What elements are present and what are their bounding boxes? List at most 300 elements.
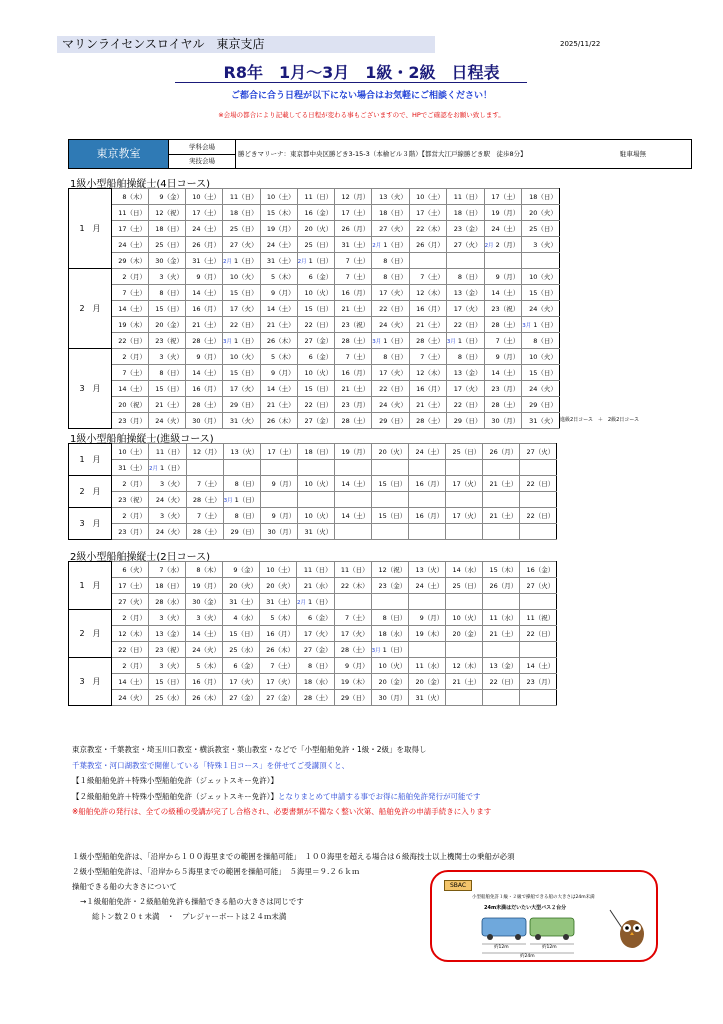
date-cell: 24（火）	[372, 397, 410, 413]
date-cell: 11（水）	[483, 610, 520, 626]
date-cell: 9（月）	[484, 269, 522, 285]
date-cell: 16（金）	[297, 205, 335, 221]
date-cell: 18（日）	[446, 205, 484, 221]
date-cell: 7（土）	[335, 253, 372, 269]
date-cell: 22（日）	[520, 476, 557, 492]
date-text: 1（日）	[382, 646, 407, 654]
date-cell: 15（木）	[260, 205, 297, 221]
date-cell: 17（火）	[334, 626, 371, 642]
date-cell: 19（月）	[484, 205, 522, 221]
table-row	[69, 674, 557, 690]
date-cell: 12（祝）	[371, 562, 409, 578]
table-row	[69, 658, 557, 674]
date-cell: 14（土）	[186, 365, 223, 381]
date-cell: 11（日）	[446, 189, 484, 205]
date-cell: 7（土）	[335, 269, 372, 285]
date-cell: 29（日）	[372, 413, 410, 429]
date-cell	[372, 237, 410, 253]
date-cell: 31（土）	[186, 253, 223, 269]
date-cell: 8（日）	[223, 476, 261, 492]
date-cell: 21（土）	[186, 317, 223, 333]
date-cell: 8（日）	[446, 269, 484, 285]
date-cell	[483, 594, 520, 610]
date-cell: 4（水）	[223, 610, 260, 626]
date-cell: 18（日）	[149, 221, 186, 237]
table-row	[69, 594, 557, 610]
table-row	[69, 301, 560, 317]
date-cell: 23（月）	[112, 524, 149, 540]
date-cell: 23（月）	[484, 381, 522, 397]
date-cell: 17（火）	[372, 365, 410, 381]
date-cell: 10（土）	[260, 562, 297, 578]
date-cell: 17（土）	[186, 205, 223, 221]
date-cell: 17（火）	[223, 674, 260, 690]
date-cell: 20（火）	[372, 444, 409, 460]
date-cell	[261, 492, 298, 508]
date-cell	[372, 460, 409, 476]
month-marker: 2月	[484, 243, 494, 249]
date-cell	[372, 524, 409, 540]
date-cell: 6（金）	[297, 610, 335, 626]
table-row	[69, 642, 557, 658]
date-cell: 27（火）	[112, 594, 149, 610]
date-cell: 2（月）	[112, 508, 149, 524]
date-cell: 6（金）	[223, 658, 260, 674]
date-cell: 14（土）	[520, 658, 557, 674]
date-cell: 28（土）	[409, 413, 446, 429]
date-cell: 2（月）	[112, 476, 149, 492]
table-row	[69, 562, 557, 578]
date-cell	[335, 492, 372, 508]
date-cell: 10（火）	[371, 658, 409, 674]
date-cell: 16（月）	[260, 626, 297, 642]
date-cell: 17（火）	[223, 301, 261, 317]
date-cell	[446, 333, 484, 349]
venue-label-lecture: 学科会場	[168, 140, 235, 155]
month-marker: 2月	[223, 259, 232, 265]
date-cell: 13（火）	[372, 189, 410, 205]
date-cell: 3（火）	[149, 610, 186, 626]
section-title: 1級小型船舶操縦士(4日コース)	[70, 179, 211, 190]
date-cell	[409, 524, 446, 540]
date-cell	[298, 492, 335, 508]
date-cell: 10（土）	[186, 189, 223, 205]
date-cell: 17（火）	[446, 301, 484, 317]
date-cell: 19（月）	[335, 444, 372, 460]
date-cell: 7（土）	[112, 365, 149, 381]
date-cell: 28（土）	[409, 333, 446, 349]
month-marker: 3月	[223, 339, 232, 345]
date-cell: 18（日）	[223, 205, 261, 221]
notice: ※会場の都合により記載してる日程が変わる事もございますので、HPでご確認をお願い致します。	[218, 111, 505, 119]
date-cell: 6（金）	[297, 349, 335, 365]
date-cell: 19（木）	[112, 317, 149, 333]
date-cell: 7（土）	[260, 658, 297, 674]
date-cell: 20（火）	[260, 578, 297, 594]
table-row	[69, 397, 560, 413]
date-cell: 11（日）	[223, 189, 261, 205]
date-cell: 27（火）	[520, 578, 557, 594]
date-cell: 31（火）	[298, 524, 335, 540]
table-row	[69, 610, 557, 626]
date-cell: 29（日）	[446, 413, 484, 429]
date-text: 1（日）	[383, 337, 407, 345]
date-cell: 17（火）	[260, 674, 297, 690]
date-cell: 29（日）	[223, 397, 261, 413]
date-cell	[483, 642, 520, 658]
date-cell: 14（土）	[484, 365, 522, 381]
date-cell: 19（月）	[260, 221, 297, 237]
date-cell	[261, 460, 298, 476]
date-cell	[446, 460, 483, 476]
date-cell: 8（日）	[372, 349, 410, 365]
date-cell: 15（日）	[149, 674, 186, 690]
section-title: 1級小型船舶操縦士(進級コース)	[70, 434, 214, 445]
date-cell: 9（月）	[261, 476, 298, 492]
footer-line-3: 【１級船舶免許＋特殊小型船舶免許（ジェットスキー免許）】	[72, 776, 279, 785]
title-underline	[175, 82, 527, 83]
venue-address: 勝どきマリーナ：東京都中央区勝どき3-15-3（本檜ビル３階）【都営大江戸線勝どき駅 徒歩8分】	[235, 140, 628, 168]
month-marker: 3月	[371, 648, 381, 654]
date-cell: 25（日）	[297, 237, 335, 253]
date-cell: 20（火）	[297, 221, 335, 237]
date-cell: 14（土）	[335, 508, 372, 524]
date-cell: 23（金）	[371, 578, 409, 594]
date-cell: 20（金）	[371, 674, 409, 690]
subtitle: ご都合に合う日程が以下にない場合はお気軽にご相談ください！	[230, 91, 492, 101]
date-cell: 14（土）	[260, 381, 297, 397]
schedule-table	[68, 188, 560, 429]
date-cell: 29（日）	[522, 397, 560, 413]
course-note: 進級2日コース ＋ 2級2日コース	[560, 417, 640, 423]
date-cell: 8（日）	[223, 508, 261, 524]
date-cell: 28（土）	[186, 524, 223, 540]
date-text: 1（日）	[160, 464, 184, 472]
date-cell: 7（土）	[484, 333, 522, 349]
date-cell: 27（火）	[446, 237, 484, 253]
date-cell: 18（日）	[298, 444, 335, 460]
table-row	[69, 189, 560, 205]
date-cell: 15（日）	[522, 285, 560, 301]
date-cell: 9（月）	[484, 349, 522, 365]
date-cell: 24（土）	[409, 444, 446, 460]
date-cell: 26（木）	[186, 690, 223, 706]
date-cell	[522, 317, 560, 333]
date-cell: 8（日）	[372, 253, 410, 269]
date-cell: 19（木）	[409, 626, 446, 642]
date-cell	[297, 253, 335, 269]
date-cell: 30（月）	[186, 413, 223, 429]
venue-parking: 駐車場無	[620, 150, 646, 158]
date-cell: 22（日）	[223, 317, 261, 333]
date-cell: 10（火）	[298, 476, 335, 492]
date-cell: 20（祝）	[112, 397, 149, 413]
date-cell: 26（月）	[409, 237, 446, 253]
month-label: 2 月	[69, 476, 112, 508]
date-cell: 22（日）	[372, 301, 410, 317]
table-row	[69, 333, 560, 349]
footer-line-1: 東京教室・千葉教室・埼玉川口教室・横浜教室・葉山教室・などで「小型船舶免許・1級・2級」を取得し	[72, 745, 427, 754]
date-cell: 26（月）	[335, 221, 372, 237]
date-cell: 13（火）	[223, 444, 261, 460]
date-cell: 7（土）	[334, 610, 371, 626]
date-cell: 3（火）	[149, 658, 186, 674]
date-cell: 10（火）	[298, 508, 335, 524]
date-cell: 28（土）	[484, 317, 522, 333]
date-cell: 15（日）	[223, 626, 260, 642]
date-cell: 26（月）	[186, 237, 223, 253]
table-row	[69, 508, 557, 524]
date-cell: 12（木）	[112, 626, 149, 642]
date-cell: 30（月）	[261, 524, 298, 540]
boat-size-illustration	[430, 870, 658, 962]
date-cell: 7（水）	[149, 562, 186, 578]
date-cell: 11（日）	[297, 189, 335, 205]
brand-name: マリンライセンスロイヤル 東京支店	[57, 36, 435, 53]
date-cell: 26（木）	[260, 333, 297, 349]
date-cell: 25（水）	[223, 642, 260, 658]
date-cell: 15（日）	[522, 365, 560, 381]
date-text: 1（日）	[308, 598, 332, 606]
table-row	[69, 349, 560, 365]
date-cell: 14（土）	[112, 674, 149, 690]
date-cell	[149, 460, 187, 476]
date-cell: 25（日）	[149, 237, 186, 253]
date-cell	[446, 492, 483, 508]
date-cell: 21（土）	[446, 674, 483, 690]
date-cell: 9（月）	[186, 349, 223, 365]
date-cell: 27（火）	[223, 237, 261, 253]
date-cell: 27（金）	[297, 333, 335, 349]
section-title: 2級小型船舶操縦士(2日コース)	[70, 552, 211, 563]
date-cell: 24（土）	[112, 237, 149, 253]
table-row	[69, 492, 557, 508]
date-cell: 9（月）	[261, 508, 298, 524]
month-marker: 2月	[372, 243, 382, 249]
date-cell: 11（日）	[149, 444, 187, 460]
date-cell: 12（木）	[409, 285, 446, 301]
date-cell: 23（祝）	[149, 642, 186, 658]
date-cell: 24（土）	[186, 221, 223, 237]
date-cell: 24（火）	[149, 492, 187, 508]
table-row	[69, 413, 560, 429]
month-marker: 3月	[372, 339, 382, 345]
date-cell: 30（月）	[371, 690, 409, 706]
date-cell: 3（火）	[149, 476, 187, 492]
date-cell: 23（祝）	[335, 317, 372, 333]
month-marker: 2月	[297, 600, 306, 606]
date-cell: 21（土）	[335, 301, 372, 317]
date-cell: 12（木）	[409, 365, 446, 381]
date-cell: 24（土）	[484, 221, 522, 237]
date-cell: 7（土）	[335, 349, 372, 365]
date-cell: 7（土）	[186, 476, 223, 492]
date-cell	[223, 460, 261, 476]
date-cell: 27（金）	[260, 690, 297, 706]
date-cell: 29（日）	[223, 524, 261, 540]
date-cell: 22（木）	[409, 221, 446, 237]
date-cell: 16（月）	[186, 674, 223, 690]
date-cell	[298, 460, 335, 476]
date-cell: 7（土）	[409, 349, 446, 365]
date-cell: 9（月）	[260, 365, 297, 381]
date-cell: 5（木）	[260, 610, 297, 626]
date-cell: 10（火）	[522, 269, 560, 285]
date-cell: 21（土）	[409, 317, 446, 333]
date-text: 1（日）	[234, 337, 258, 345]
date-cell: 13（金）	[446, 365, 484, 381]
date-cell	[334, 594, 371, 610]
date-cell: 15（日）	[223, 285, 261, 301]
date-cell: 18（日）	[372, 205, 410, 221]
date-cell: 22（日）	[112, 333, 149, 349]
month-label: 2 月	[69, 269, 112, 349]
date-cell	[484, 237, 522, 253]
date-cell: 27（金）	[297, 642, 335, 658]
date-cell: 16（月）	[186, 301, 223, 317]
date-cell	[335, 460, 372, 476]
table-row	[69, 205, 560, 221]
date-cell	[520, 594, 557, 610]
date-cell: 14（土）	[112, 301, 149, 317]
date-cell: 9（月）	[409, 610, 446, 626]
date-cell: 15（日）	[223, 365, 261, 381]
date-cell: 10（火）	[446, 610, 483, 626]
date-cell: 13（金）	[149, 626, 186, 642]
date-cell: 15（日）	[297, 381, 335, 397]
date-cell	[409, 492, 446, 508]
month-label: 1 月	[69, 189, 112, 269]
date-cell: 30（月）	[484, 413, 522, 429]
date-cell: 15（木）	[483, 562, 520, 578]
date-cell: 16（月）	[186, 381, 223, 397]
date-cell: 25（日）	[522, 221, 560, 237]
info-line-3: 操船できる船の大きさについて	[72, 882, 177, 891]
date-cell: 15（日）	[149, 381, 186, 397]
date-cell	[446, 594, 483, 610]
date-cell: 9（月）	[186, 269, 223, 285]
date-cell: 18（日）	[522, 189, 560, 205]
date-cell: 15（日）	[372, 508, 409, 524]
date-cell: 15（日）	[372, 476, 409, 492]
date-cell	[520, 642, 557, 658]
date-cell: 22（日）	[446, 397, 484, 413]
date-cell: 24（火）	[149, 524, 187, 540]
date-cell: 9（金）	[223, 562, 260, 578]
date-cell: 20（火）	[522, 205, 560, 221]
date-cell	[297, 594, 335, 610]
footer-line-5: ※船舶免許の発行は、全ての級種の受講が完了し合格され、必要書類が不備なく整い次第、船舶免許の申請手続きに入ります	[72, 807, 492, 816]
date-cell	[520, 460, 557, 476]
bus-length-2: 約12m	[542, 945, 557, 950]
date-cell: 31（土）	[112, 460, 149, 476]
date-cell: 28（土）	[186, 333, 223, 349]
date-cell: 21（土）	[409, 397, 446, 413]
date-cell: 20（火）	[223, 578, 260, 594]
date-text: 1（日）	[457, 337, 482, 345]
date-cell: 20（金）	[149, 317, 186, 333]
date-cell: 22（日）	[112, 642, 149, 658]
date-cell	[409, 642, 446, 658]
date-cell: 10（火）	[223, 269, 261, 285]
table-row	[69, 690, 557, 706]
venue-box	[68, 139, 692, 169]
date-cell: 27（火）	[372, 221, 410, 237]
date-cell: 8（日）	[371, 610, 409, 626]
month-label: 1 月	[69, 562, 112, 610]
date-cell: 12（月）	[335, 189, 372, 205]
date-cell: 22（日）	[483, 674, 520, 690]
date-cell: 24（土）	[409, 578, 446, 594]
date-cell: 28（土）	[334, 642, 371, 658]
date-cell: 17（火）	[446, 476, 483, 492]
date-cell: 17（土）	[261, 444, 298, 460]
date-cell: 30（金）	[186, 594, 223, 610]
date-cell: 31（火）	[522, 413, 560, 429]
date-cell: 8（日）	[297, 658, 335, 674]
date-cell	[522, 253, 560, 269]
illustration-badge: SBAC	[444, 880, 472, 891]
date-cell: 10（土）	[260, 189, 297, 205]
date-cell: 26（月）	[483, 444, 520, 460]
date-cell: 30（金）	[149, 253, 186, 269]
date-cell: 28（土）	[186, 397, 223, 413]
table-row	[69, 285, 560, 301]
total-length: 約24m	[520, 954, 535, 959]
date-cell: 11（水）	[409, 658, 446, 674]
month-label: 2 月	[69, 610, 112, 658]
footer-line-2: 千葉教室・河口湖教室で開催している「特殊１日コース」を併せてご受講頂くと、	[72, 761, 350, 770]
owl-mascot-icon	[608, 906, 648, 950]
month-label: 3 月	[69, 508, 112, 540]
date-cell: 19（月）	[186, 578, 223, 594]
date-cell	[409, 460, 446, 476]
date-cell: 11（日）	[334, 562, 371, 578]
date-cell: 8（日）	[372, 269, 410, 285]
date-cell: 16（金）	[520, 562, 557, 578]
date-cell: 31（火）	[223, 413, 261, 429]
date-cell: 16（月）	[335, 285, 372, 301]
date-cell	[483, 492, 520, 508]
date-cell	[223, 492, 261, 508]
date-cell: 13（金）	[483, 658, 520, 674]
table-row	[69, 381, 560, 397]
month-label: 3 月	[69, 658, 112, 706]
date-cell: 8（木）	[112, 189, 149, 205]
date-cell: 8（日）	[446, 349, 484, 365]
table-row	[69, 253, 560, 269]
date-cell: 27（火）	[520, 444, 557, 460]
info-line-1: １級小型船舶免許は、「沿岸から１００海里までの範囲を操船可能」 １００海里を超える場合は６級海技士以上機関士の乗船が必須	[72, 852, 515, 861]
table-row	[69, 578, 557, 594]
date-cell: 21（土）	[483, 508, 520, 524]
date-cell	[446, 642, 483, 658]
date-cell: 12（祝）	[149, 205, 186, 221]
date-cell: 14（土）	[335, 476, 372, 492]
footer-line-4b: となりまとめて申請する事でお得に船舶免許発行が可能です	[278, 792, 481, 801]
date-cell	[520, 690, 557, 706]
date-cell: 8（日）	[149, 365, 186, 381]
illustration-caption: 小型船舶免許１級・２級で操船できる船の大きさは24m未満	[472, 895, 595, 900]
info-line-2: ２級小型船舶免許は、「沿岸から５海里までの範囲を操船可能」 ５海里＝９.２６ｋｍ	[72, 867, 360, 876]
date-cell: 3（火）	[149, 349, 186, 365]
date-cell: 24（火）	[522, 381, 560, 397]
date-cell: 20（金）	[446, 626, 483, 642]
date-cell: 23（祝）	[484, 301, 522, 317]
date-cell: 23（月）	[520, 674, 557, 690]
date-cell: 21（水）	[297, 578, 335, 594]
date-cell	[484, 253, 522, 269]
